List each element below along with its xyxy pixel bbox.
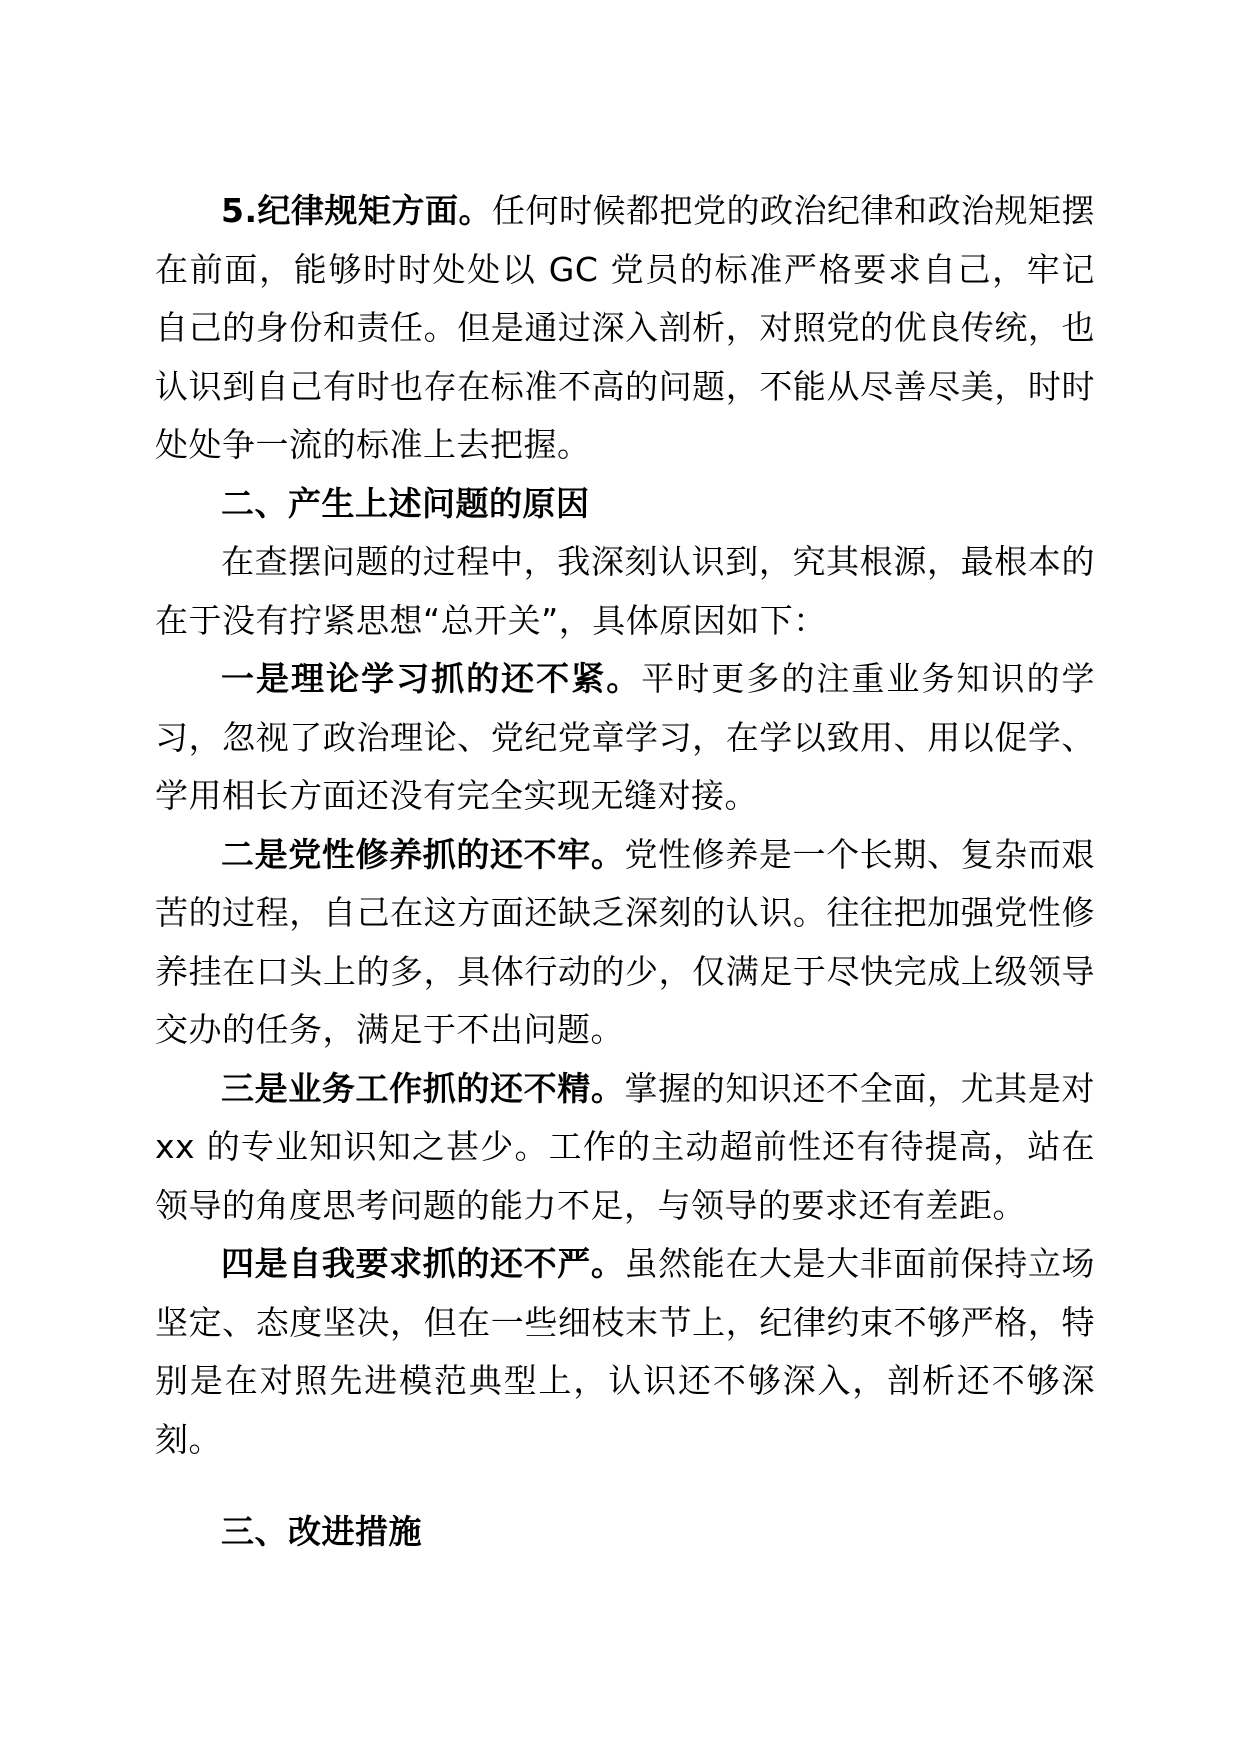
paragraph-party-spirit xyxy=(155,826,1095,1060)
section-heading-causes: 二、产生上述问题的原因 xyxy=(221,483,590,523)
paragraph-body: 虽然能在大是大非面前保持立场坚定、态度坚决，但在一些细枝末节上，纪律约束不够严格，特别是在对照先进模范典型上，认识还不够深入，剖析还不够深刻。 xyxy=(155,1244,1096,1459)
paragraph-lead: 5.纪律规矩方面。 xyxy=(221,191,492,230)
paragraph-discipline xyxy=(155,182,1095,475)
paragraph-body: 掌握的知识还不全面，尤其是对 xx 的专业知识知之甚少。工作的主动超前性还有待提高，站在领导的角度思考问题的能力不足，与领导的要求还有差距。 xyxy=(155,1068,1096,1225)
paragraph-body: 平时更多的注重业务知识的学习，忽视了政治理论、党纪党章学习，在学以致用、用以促学、学用相长方面还没有完全实现无缝对接。 xyxy=(155,659,1096,815)
paragraph-lead: 四是自我要求抓的还不严。 xyxy=(221,1244,625,1283)
paragraph-lead: 一是理论学习抓的还不紧。 xyxy=(221,659,642,698)
paragraph-business xyxy=(155,1060,1095,1236)
paragraph-theory xyxy=(155,650,1095,826)
paragraph-intro: 在查摆问题的过程中，我深刻认识到，究其根源，最根本的在于没有拧紧思想“总开关”，具体原因如下： xyxy=(155,542,1095,640)
paragraph-lead: 二是党性修养抓的还不牢。 xyxy=(221,834,625,874)
section-heading-measures: 三、改进措施 xyxy=(221,1512,422,1551)
paragraph-lead: 三是业务工作抓的还不精。 xyxy=(221,1068,625,1108)
paragraph-body: 任何时候都把党的政治纪律和政治规矩摆在前面，能够时时处处以 GC 党员的标准严格要求自己，牢记自己的身份和责任。但是通过深入剖析，对照党的优良传统，也认识到自己有时也存在标准不高的问题，不能从尽善尽美，时时处处争一流的标准上去把握。 xyxy=(155,191,1095,464)
paragraph-self-discipline xyxy=(155,1235,1095,1469)
document-page xyxy=(155,182,1095,1562)
paragraph-body: 党性修养是一个长期、复杂而艰苦的过程，自己在这方面还缺乏深刻的认识。往往把加强党性修养挂在口头上的多，具体行动的少，仅满足于尽快完成上级领导交办的任务，满足于不出问题。 xyxy=(155,834,1096,1049)
